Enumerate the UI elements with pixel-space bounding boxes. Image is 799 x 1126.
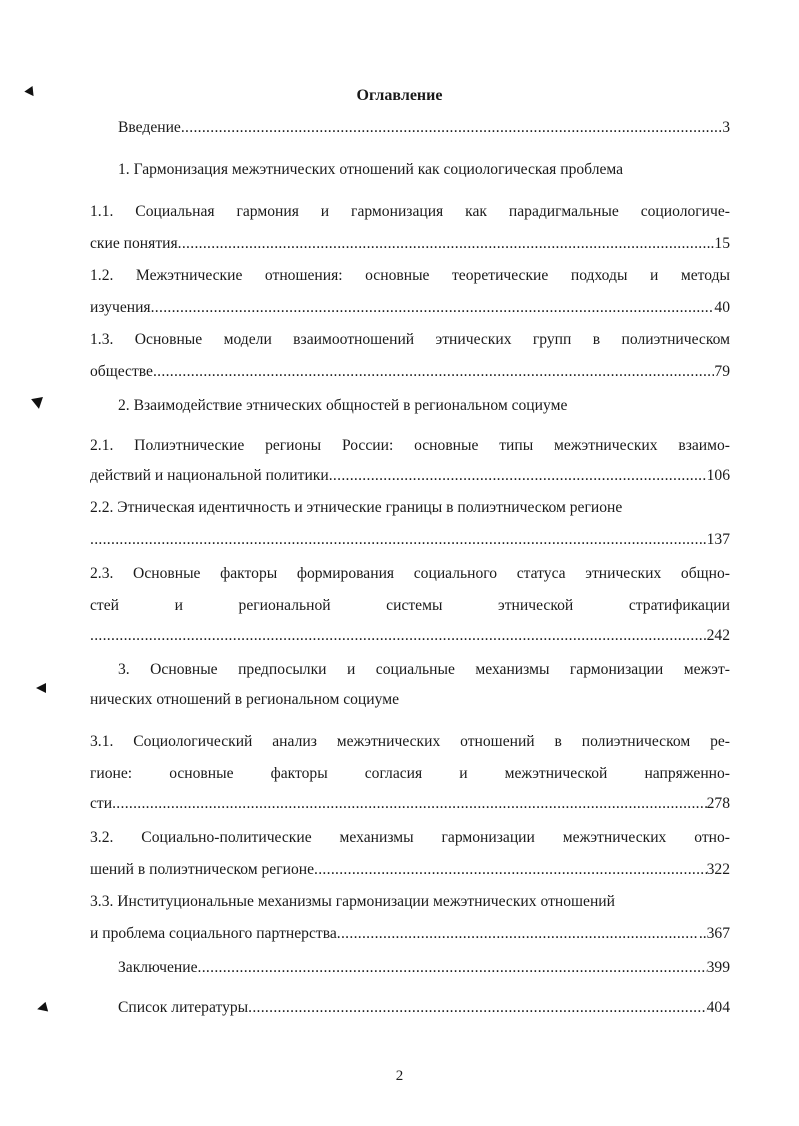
toc-section-2-1-line2 <box>90 466 730 486</box>
toc-leader-dots <box>178 234 707 254</box>
toc-entry-text: Заключение <box>118 959 198 976</box>
toc-section-2-2-line1: 2.2. Этническая идентичность и этнические границы в полиэтническом регионе <box>90 499 623 516</box>
toc-section-3-1-line2: гионе: основные факторы согласия и межэтнической напряженно- <box>90 765 730 782</box>
toc-section-3-1-line1: 3.1. Социологический анализ межэтнических отношений в полиэтническом ре- <box>90 733 730 750</box>
toc-entry-conclusion <box>118 958 730 978</box>
toc-chapter-1: 1. Гармонизация межэтнических отношений как социологическая проблема <box>118 161 624 178</box>
toc-section-1-1-line2 <box>90 234 730 254</box>
toc-section-3-3-line1: 3.3. Институциональные механизмы гармонизации межэтнических отношений <box>90 893 615 910</box>
toc-leader-dots <box>90 530 699 550</box>
toc-entry-intro <box>118 118 730 138</box>
toc-page-number: ..15 <box>706 235 730 252</box>
toc-entry-text: и проблема социального партнерства <box>90 925 337 942</box>
toc-page-number: 322 <box>706 861 730 878</box>
toc-chapter-2: 2. Взаимодействие этнических общностей в региональном социуме <box>118 397 568 414</box>
toc-section-2-3-line1: 2.3. Основные факторы формирования социального статуса этнических общно- <box>90 565 730 582</box>
toc-page-number: 399 <box>706 959 730 976</box>
toc-page-number: 3 <box>722 119 730 136</box>
toc-leader-dots <box>181 118 722 138</box>
toc-section-1-2-line1: 1.2. Межэтнические отношения: основные теоретические подходы и методы <box>90 267 730 284</box>
toc-page-number: 242 <box>706 627 730 644</box>
toc-section-2-3-line2: стей и региональной системы этнической стратификации <box>90 597 730 614</box>
toc-page-number: 79 <box>714 363 730 380</box>
toc-entry-text: шений в полиэтническом регионе <box>90 861 315 878</box>
toc-leader-dots <box>153 362 714 382</box>
toc-page-number: 40 <box>714 299 730 316</box>
toc-section-3-3-line2 <box>90 924 730 944</box>
toc-page-number: 106 <box>706 467 730 484</box>
toc-leader-dots <box>248 998 706 1018</box>
toc-leader-dots <box>90 626 707 646</box>
toc-entry-text: ские понятия <box>90 235 178 252</box>
toc-leader-dots <box>112 794 707 814</box>
toc-heading: Оглавление <box>356 87 443 104</box>
toc-chapter-3-line2: нических отношений в региональном социуме <box>90 691 400 708</box>
scan-mark-icon <box>36 1002 48 1014</box>
toc-entry-text: действий и национальной политики <box>90 467 329 484</box>
toc-section-2-1-line1: 2.1. Полиэтнические регионы России: основные типы межэтнических взаимо- <box>90 437 730 454</box>
toc-leader-dots <box>337 924 699 944</box>
toc-section-1-3-line1: 1.3. Основные модели взаимоотношений этнических групп в полиэтническом <box>90 331 730 348</box>
toc-page-number: ..367 <box>698 925 730 942</box>
toc-entry-text: Список литературы <box>118 999 249 1016</box>
page-number: 2 <box>395 1068 404 1084</box>
toc-entry-text: изучения <box>90 299 151 316</box>
toc-page-number: 404 <box>706 999 730 1016</box>
toc-section-1-1-line1: 1.1. Социальная гармония и гармонизация как парадигмальные социологиче- <box>90 203 730 220</box>
toc-section-3-1-line3 <box>90 794 730 814</box>
toc-section-3-2-line2 <box>90 860 730 880</box>
toc-entry-text: обществе <box>90 363 153 380</box>
toc-section-1-2-line2 <box>90 298 730 318</box>
toc-entry-text: Введение <box>118 119 181 136</box>
scan-mark-icon <box>31 397 45 410</box>
scan-mark-icon <box>36 683 46 693</box>
toc-page-number: ..137 <box>698 531 730 548</box>
toc-leader-dots <box>329 466 707 486</box>
toc-chapter-3-line1: 3. Основные предпосылки и социальные механизмы гармонизации межэт- <box>118 661 730 678</box>
toc-page-number: 278 <box>706 795 730 812</box>
toc-section-1-3-line2 <box>90 362 730 382</box>
toc-section-2-2-line2 <box>90 530 730 550</box>
toc-leader-dots <box>151 298 715 318</box>
toc-leader-dots <box>314 860 707 880</box>
toc-section-2-3-line3 <box>90 626 730 646</box>
toc-entry-text: сти <box>90 795 113 812</box>
toc-entry-references <box>118 998 730 1018</box>
toc-leader-dots <box>198 958 707 978</box>
toc-section-3-2-line1: 3.2. Социально-политические механизмы гармонизации межэтнических отно- <box>90 829 730 846</box>
